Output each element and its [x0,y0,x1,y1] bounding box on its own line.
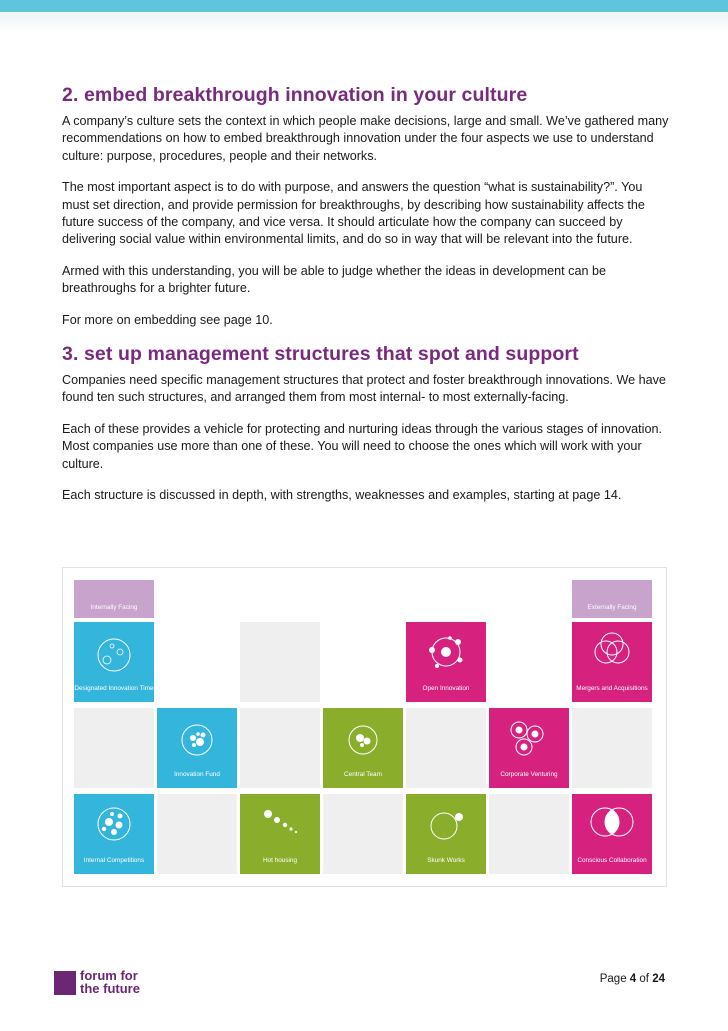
cell-open-innovation [406,622,486,702]
cell-empty [406,708,486,788]
cell-hot-housing [240,794,320,874]
cell-corporate-venturing [489,708,569,788]
cell-innovation-fund [157,708,237,788]
cell-conscious-collaboration [572,794,652,874]
management-structures-diagram [62,567,667,887]
page-content [62,84,672,519]
cell-label: Mergers and Acquisitions [576,685,648,692]
section-2-paragraph: Armed with this understanding, you will be able to judge whether the ideas in development can be breathroughs for a brighter future. [62,263,606,296]
externally-facing-tag [572,580,652,618]
internally-facing-tag [74,580,154,618]
logo-line-1: forum for [80,968,138,983]
logo-text [80,969,140,995]
page-current: 4 [629,973,637,985]
page-number [600,973,665,985]
section-2-paragraph: A company’s culture sets the context in which people make decisions, large and small. We’ve gathered many recommendations on how to embed breakthrough innovation under the four aspects we use to understand culture: purpose, procedures, people and their networks. [62,114,669,163]
cell-label: Internal Competitions [83,857,145,864]
cell-label: Innovation Fund [174,771,220,778]
cell-empty [157,794,237,874]
logo-line-2: the future [80,981,140,996]
top-bar-shadow [0,12,728,34]
cell-skunk-works [406,794,486,874]
cell-central-team [323,708,403,788]
cell-label: Designated Innovation Time [74,685,154,692]
internally-facing-label: Internally Facing [90,604,138,611]
section-2-heading: 2. embed breakthrough innovation in your culture [62,84,528,106]
externally-facing-label: Externally Facing [587,604,637,611]
logo-mark-icon [54,971,76,995]
cell-mergers-acquisitions [572,622,652,702]
cell-label: Conscious Collaboration [577,857,647,864]
cell-label: Central Team [344,771,382,778]
cell-empty [489,794,569,874]
forum-for-the-future-logo [54,969,194,999]
section-3-paragraph: Each of these provides a vehicle for protecting and nurturing ideas through the various stages of innovation. Most companies use more than one of these. You will need to choose the ones which will work with your culture. [62,421,662,471]
top-accent-bar [0,0,728,12]
cell-label: Corporate Venturing [500,771,558,778]
cell-empty [240,708,320,788]
cell-label: Hot housing [262,857,298,864]
section-3-heading: 3. set up management structures that spot and support [62,343,579,366]
cell-internal-competitions [74,794,154,874]
cell-empty [74,708,154,788]
page-of: of [639,973,649,985]
cell-empty [572,708,652,788]
cell-empty [240,622,320,702]
cell-designated-innovation-time [74,622,154,702]
section-3-paragraph: Companies need specific management structures that protect and foster breakthrough innovations. We have found ten such structures, and arranged them from most internal- to most externally-facing. [62,373,666,405]
cell-label: Skunk Works [427,857,465,864]
page-prefix: Page [599,973,627,985]
cell-empty [323,794,403,874]
section-2-paragraph: For more on embedding see page 10. [62,312,273,327]
section-2-paragraph: The most important aspect is to do with purpose, and answers the question “what is sustainability?”. You must set direction, and provide permission for breakthroughs, by describing how sustainability affects the future success of the company, and vice versa. It should articulate how the company can succeed by delivering social value within environmental limits, and do so in way that will be relevant into the future. [62,180,645,247]
cell-label: Open Innovation [422,685,470,692]
page-total: 24 [652,973,665,985]
section-3-paragraph: Each structure is discussed in depth, with strengths, weaknesses and examples, starting at page 14. [62,488,622,503]
